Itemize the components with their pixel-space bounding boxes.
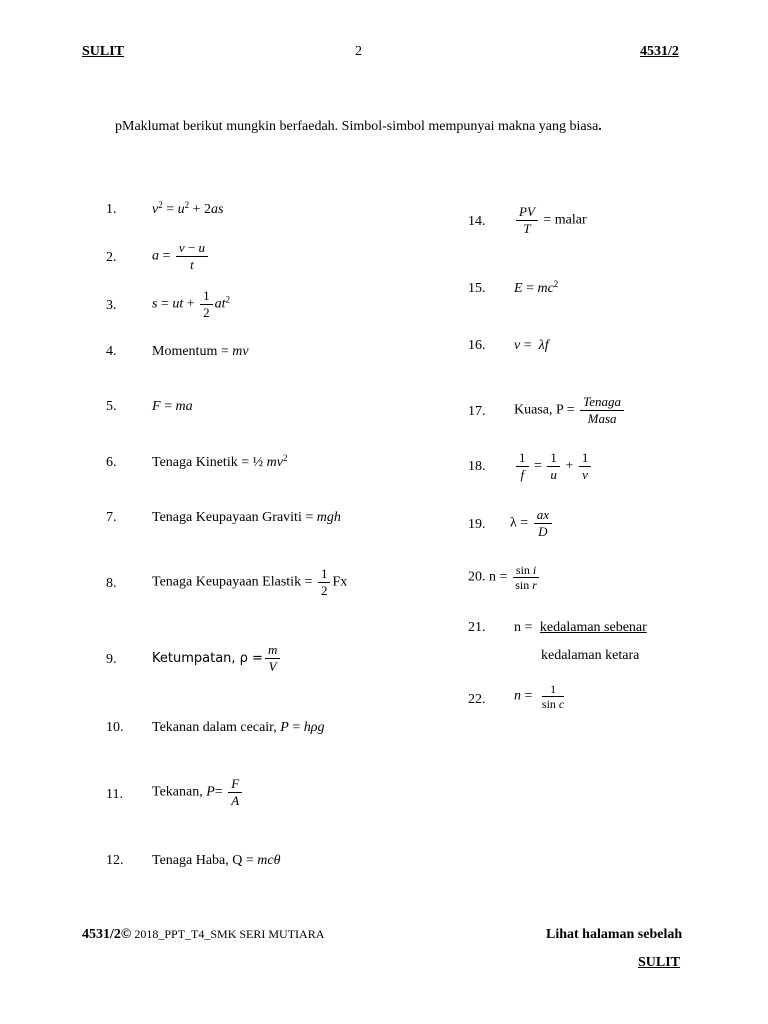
- header-code: 4531/2: [640, 44, 679, 59]
- header-sulit: SULIT: [82, 44, 125, 59]
- footer-next-page: Lihat halaman sebelah: [546, 927, 683, 942]
- formula-16: v = λf: [514, 338, 549, 353]
- formula-11-number: 11.: [106, 787, 123, 802]
- formula-12: Tenaga Haba, Q = mcθ: [152, 853, 281, 868]
- formula-19: λ = $\frac{ax}{D}$: [510, 507, 554, 540]
- formula-20: 20. n = $\frac{\text{sin i}}{\text{sin r}}$: [468, 563, 541, 592]
- formula-9: Ketumpatan, ρ = $\frac{m}{V}$: [152, 642, 282, 675]
- formula-22: n = $\frac{1}{\text{sin c}}$: [514, 682, 565, 711]
- formula-10-number: 10.: [106, 720, 124, 735]
- formula-21: n = kedalaman sebenar: [514, 620, 647, 635]
- formula-5: F = ma: [152, 399, 193, 414]
- formula-6: Tenaga Kinetik = ½ $mv^2$: [152, 453, 288, 470]
- intro-text: pMaklumat berikut mungkin berfaedah. Simbol-simbol mempunyai makna yang biasa.: [115, 119, 602, 134]
- formula-18: $\frac{1}{f}$ = $\frac{1}{u}$ + $\frac{1}{v}$: [514, 450, 593, 483]
- formula-1-number: 1.: [106, 202, 117, 217]
- formula-22-number: 22.: [468, 692, 486, 707]
- formula-3: s = ut + $\frac{1}{2}$ $at^2$: [152, 288, 231, 320]
- formula-17: Kuasa, P = $\frac{\text{Tenaga}}{\text{Masa}}$: [514, 394, 626, 427]
- formula-11: Tekanan, P= $\frac{F}{A}$: [152, 776, 244, 809]
- formula-17-number: 17.: [468, 404, 486, 419]
- formula-21-denominator: kedalaman ketara: [541, 648, 640, 663]
- footer-source: 4531/2© 2018_PPT_T4_SMK SERI MUTIARA: [82, 927, 325, 942]
- formula-21-number: 21.: [468, 620, 486, 635]
- page-number: 2: [355, 44, 362, 59]
- formula-7: Tenaga Keupayaan Graviti = mgh: [152, 510, 341, 525]
- formula-14: $\frac{PV}{T}$ = malar: [514, 204, 587, 237]
- formula-3-number: 3.: [106, 298, 117, 313]
- formula-7-number: 7.: [106, 510, 117, 525]
- formula-2-number: 2.: [106, 250, 117, 265]
- formula-19-number: 19.: [468, 517, 486, 532]
- formula-2: a = $\frac{v - u}{t}$: [152, 240, 210, 273]
- formula-16-number: 16.: [468, 338, 486, 353]
- formula-6-number: 6.: [106, 455, 117, 470]
- formula-1: $v^2 = u^2 + 2as$: [152, 200, 224, 217]
- formula-15: $E = mc^2$: [514, 279, 559, 296]
- formula-15-number: 15.: [468, 281, 486, 296]
- formula-4: Momentum = mv: [152, 344, 249, 359]
- formula-4-number: 4.: [106, 344, 117, 359]
- formula-12-number: 12.: [106, 853, 124, 868]
- formula-14-number: 14.: [468, 214, 486, 229]
- formula-18-number: 18.: [468, 459, 486, 474]
- formula-9-number: 9.: [106, 652, 117, 667]
- formula-8: Tenaga Keupayaan Elastik = $\frac{1}{2}$ Fx: [152, 566, 348, 598]
- footer-sulit: SULIT: [638, 955, 681, 970]
- formula-5-number: 5.: [106, 399, 117, 414]
- formula-8-number: 8.: [106, 576, 117, 591]
- formula-10: Tekanan dalam cecair, P = hρg: [152, 720, 325, 735]
